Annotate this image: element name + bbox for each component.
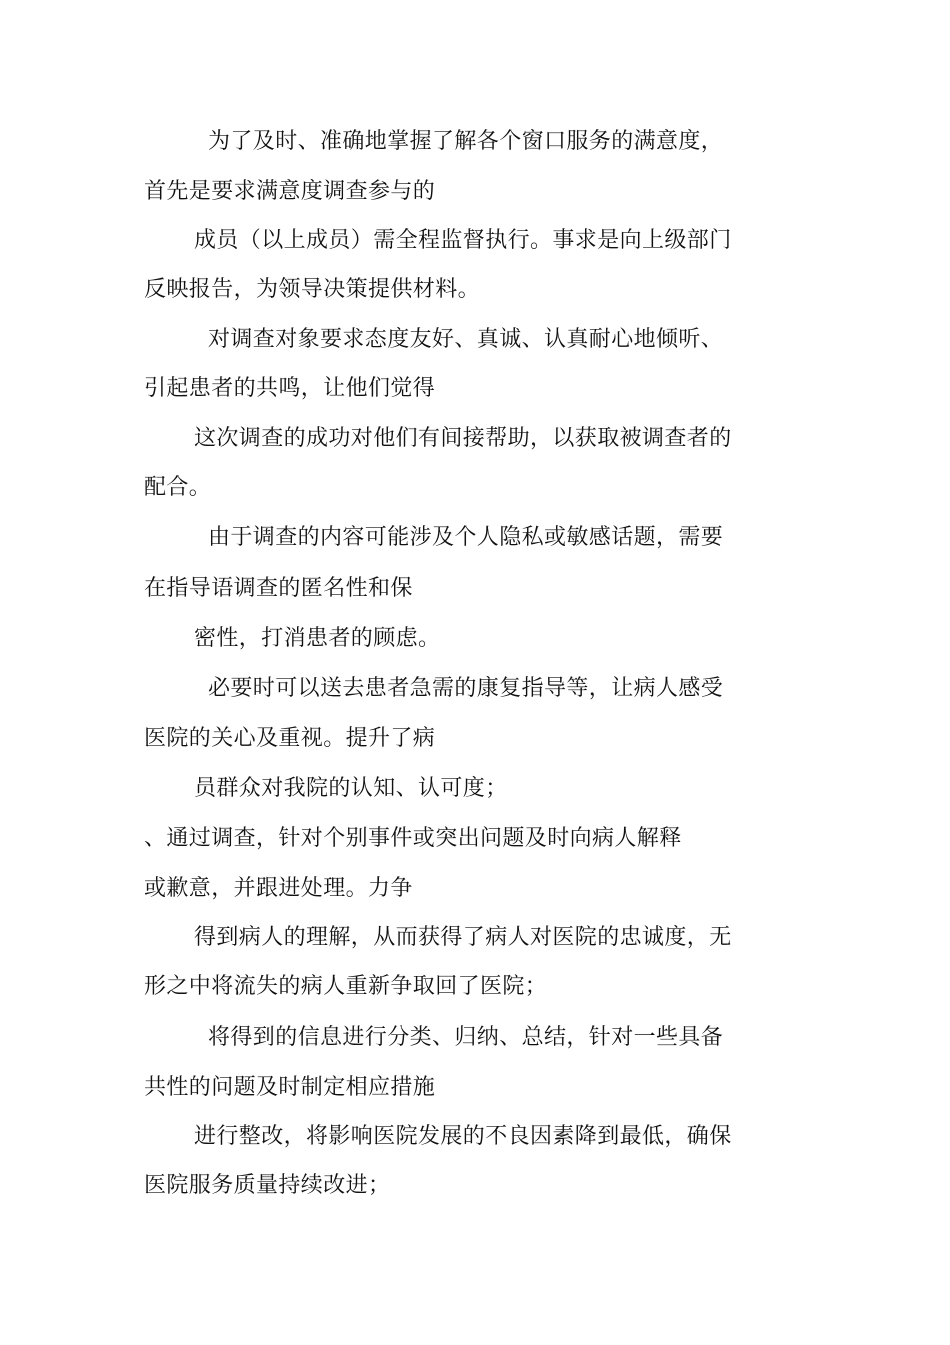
paragraph-line: 成员（以上成员）需全程监督执行。事求是向上级部门 xyxy=(194,228,732,253)
paragraph-line: 由于调查的内容可能涉及个人隐私或敏感话题，需要 xyxy=(208,525,724,550)
paragraph-line: 这次调查的成功对他们有间接帮助，以获取被调查者的 xyxy=(194,426,732,451)
paragraph-line: 对调查对象要求态度友好、真诚、认真耐心地倾听、 xyxy=(208,327,724,352)
paragraph-line: 形之中将流失的病人重新争取回了医院； xyxy=(144,974,548,999)
paragraph-line: 得到病人的理解，从而获得了病人对医院的忠诚度，无 xyxy=(194,925,732,950)
paragraph-line: 在指导语调查的匿名性和保 xyxy=(144,576,413,601)
paragraph-line: 共性的问题及时制定相应措施 xyxy=(144,1075,436,1100)
paragraph-line: 医院服务质量持续改进； xyxy=(144,1173,391,1198)
paragraph-line: 员群众对我院的认知、认可度； xyxy=(194,776,508,801)
paragraph-line: 医院的关心及重视。提升了病 xyxy=(144,726,436,751)
paragraph-line: 必要时可以送去患者急需的康复指导等，让病人感受 xyxy=(208,676,724,701)
paragraph-line: 、通过调查，针对个别事件或突出问题及时向病人解释 xyxy=(144,826,682,851)
paragraph-line: 进行整改，将影响医院发展的不良因素降到最低，确保 xyxy=(194,1124,732,1149)
paragraph-line: 为了及时、准确地掌握了解各个窗口服务的满意度， xyxy=(208,129,724,154)
paragraph-line: 或歉意，并跟进处理。力争 xyxy=(144,876,413,901)
paragraph-line: 首先是要求满意度调查参与的 xyxy=(144,179,436,204)
paragraph-line: 引起患者的共鸣，让他们觉得 xyxy=(144,376,436,401)
paragraph-line: 配合。 xyxy=(144,475,212,500)
paragraph-line: 将得到的信息进行分类、归纳、总结，针对一些具备 xyxy=(208,1025,724,1050)
paragraph-line: 反映报告，为领导决策提供材料。 xyxy=(144,277,481,302)
paragraph-line: 密性，打消患者的顾虑。 xyxy=(194,626,441,651)
